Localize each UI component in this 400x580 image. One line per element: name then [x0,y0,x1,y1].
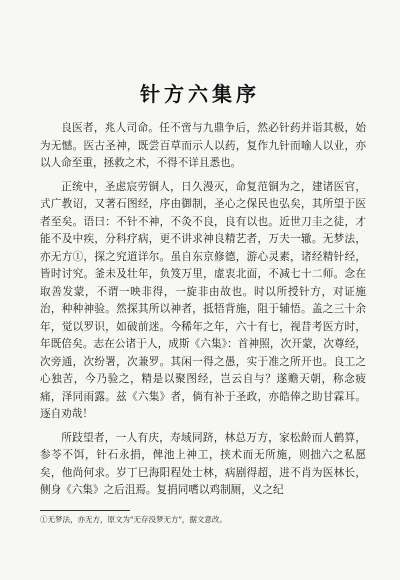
footnote-divider [40,510,130,511]
paragraph: 良医者，兆人司命。任不啻与九鼎争后，然必针药并诣其极，始为无憾。医古圣神，既尝百草而示人以药，复作九针而喻人以业，亦以人命至重，拯救之术，不得不详且悉也。 [40,122,366,169]
paragraph: 所跂望者，一人有庆，寿域同跻，林总万方，家松龄而人鹤算，参苓不饵，针石永捐，俾池上神工，挟术而无所施，则拙六之私愿矣，他尚何求。岁丁巳海阳程处士林，病剧得超，进不肖为医林长，侧身《六集》之后沮焉。复捐同嗜以鸡制厕，义之纪 [40,431,366,496]
footnote: ①无梦法，亦无方，原文为"无存没梦无方"，据文意改。 [40,515,227,524]
page-title: 针方六集序 [140,82,260,106]
paragraph: 正统中，圣虑宸劳铜人，日久漫灭，命复范铜为之，建诸医官，式广教诏，又著石图经，序由御制，圣心之保民也弘矣，其所望于医者至矣。语曰：不针不神，不灸不良，良有以也。近世刀圭之徒，才能不及中疾，分科疗病，更不讲求神良精艺者，万夫一辙。无梦法，亦无方①，探之究道详尔。虽自东京修德，游心灵素，诸经精针经，皆时讨究。釜未及壮年，负笈万里，虚衷北面，不减七十二师。念在取善发蒙，不谓一映非得，一旋非由故也。时以所授针方，对证施治，种种神验。然探其所以神者，抵牾背施，阻于辅悟。盖之三十余年，觉以罗识，如破前迷。今稀年之年，六十有七，视昔考医方时，年既倍矣。志在公诸于人，成斯《六集》：首神照，次开蒙，次尊经，次旁通，次纷署，次兼罗。其闲一得之愚，实于准之所开也。良工之心独苦，今乃验之，精是以聚图经，岂云自与？遂赡天朝，称念疲痛，泽同雨露。兹《六集》者，倘有补于圣政，亦皓俸之助甘霖耳。逐自劝哉！ [40,180,366,420]
preface-body [40,120,366,506]
